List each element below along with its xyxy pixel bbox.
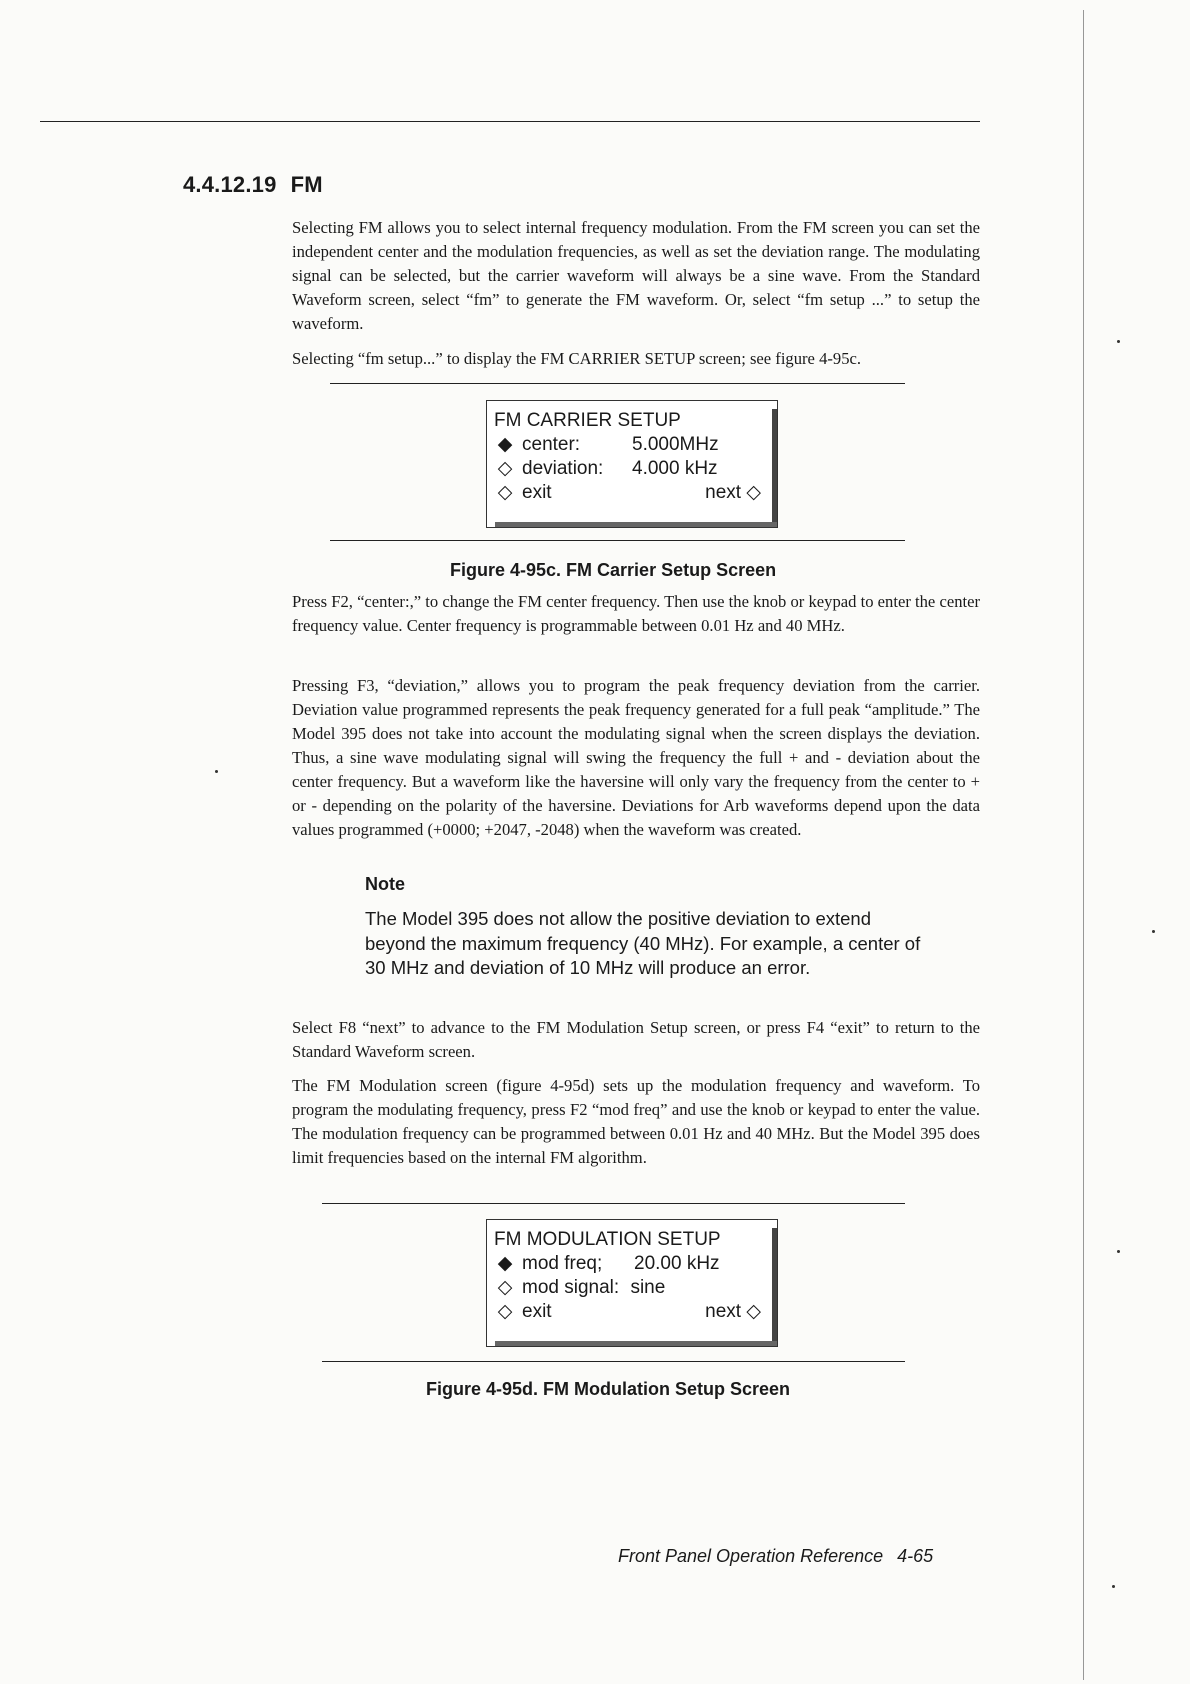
mod-signal-label: mod signal: [522,1277,620,1298]
edge-speck [1117,340,1120,343]
hollow-diamond-icon: ◇ [497,1277,513,1298]
deviation-paragraph: Pressing F3, “deviation,” allows you to program the peak frequency deviation from the carrier. Deviation value programmed represents the peak frequency generated for a full peak “amplitude.” The Model 395 does not take into account the modulating signal when the screen displays the deviation. Thus, a sine wave modulating signal will swing the frequency the full + and - deviation about the center frequency. But a waveform like the haversine will only vary the frequency from the center to + or - depending on the polarity of the haversine. Deviations for Arb waveforms depend upon the data values programmed (+0000; +2047, -2048) when the waveform was created. [292,676,980,839]
exit-label: exit [522,1301,552,1322]
section-heading [183,172,323,198]
hollow-diamond-icon: ◇ [497,1301,513,1322]
screen-title: FM CARRIER SETUP [494,410,681,431]
next-softkey [705,1300,761,1324]
fm-carrier-setup-screen [486,400,778,528]
center-row [494,433,761,457]
next-exit-paragraph: Select F8 “next” to advance to the FM Modulation Setup screen, or press F4 “exit” to return to the Standard Waveform screen. [292,1018,980,1061]
section-number: 4.4.12.19 [183,172,277,197]
screen-title: FM MODULATION SETUP [494,1229,721,1250]
screen-shadow-bottom [495,1341,777,1346]
note-text: The Model 395 does not allow the positive deviation to extend beyond the maximum frequency (40 MHz). For example, a center of 30 MHz and deviation of 10 MHz will produce an error. [365,908,921,978]
exit-label: exit [522,482,552,503]
page-footer [618,1546,933,1567]
edge-speck [1112,1585,1115,1588]
figure-d-caption: Figure 4-95d. FM Modulation Setup Screen [426,1379,791,1399]
mod-freq-value: 20.00 kHz [634,1253,720,1274]
section-title: FM [290,172,323,197]
modulation-paragraph: The FM Modulation screen (figure 4-95d) sets up the modulation frequency and waveform. To program the modulating frequency, press F2 “mod freq” and use the knob or keypad to enter the value. The modulation frequency can be programmed between 0.01 Hz and 40 MHz. But the Model 395 does limit frequencies based on the internal FM algorithm. [292,1076,980,1167]
figure-c-top-rule [330,383,905,384]
hollow-diamond-icon: ◇ [497,482,513,503]
screen-shadow-right [772,409,777,527]
deviation-value: 4.000 kHz [632,458,718,479]
mod-signal-row [494,1276,761,1300]
mod-freq-label: mod freq; [522,1253,603,1274]
exit-next-row [494,481,761,505]
center-label: center: [522,434,581,455]
intro-paragraph: Selecting FM allows you to select internal frequency modulation. From the FM screen you can set the independent center and the modulation frequencies, as well as set the deviation range. The modulating signal can be selected, but the carrier waveform will always be a sine wave. From the Standard Waveform screen, select “fm” to generate the FM waveform. Or, select “fm setup ...” to setup the waveform. [292,218,980,333]
center-value: 5.000MHz [632,434,719,455]
hollow-diamond-icon: ◇ [746,1301,761,1322]
edge-speck [215,770,218,773]
edge-speck [1152,930,1155,933]
mod-signal-value: sine [630,1277,666,1298]
screen-shadow-bottom [495,522,777,527]
next-label: next [705,1301,742,1322]
figure-reference-paragraph: Selecting “fm setup...” to display the FM CARRIER SETUP screen; see figure 4-95c. [292,349,862,368]
figure-d-bottom-rule [322,1361,905,1362]
page-edge-line [1083,10,1084,1680]
note-label: Note [365,874,405,894]
top-rule [40,121,980,122]
footer-title: Front Panel Operation Reference [618,1546,884,1566]
next-softkey [705,481,761,505]
hollow-diamond-icon: ◇ [746,482,761,503]
filled-diamond-icon: ◆ [497,434,513,455]
figure-d-top-rule [322,1203,905,1204]
filled-diamond-icon: ◆ [497,1253,513,1274]
edge-speck [1117,1250,1120,1253]
deviation-label: deviation: [522,458,604,479]
figure-c-caption: Figure 4-95c. FM Carrier Setup Screen [450,560,777,580]
screen-shadow-right [772,1228,777,1346]
center-paragraph: Press F2, “center:,” to change the FM center frequency. Then use the knob or keypad to enter the center frequency value. Center frequency is programmable between 0.01 Hz and 40 MHz. [292,592,980,635]
next-label: next [705,482,742,503]
deviation-row [494,457,761,481]
fm-modulation-setup-screen [486,1219,778,1347]
figure-c-bottom-rule [330,540,905,541]
mod-freq-row [494,1252,761,1276]
exit-next-row [494,1300,761,1324]
hollow-diamond-icon: ◇ [497,458,513,479]
page-number: 4-65 [897,1546,934,1566]
